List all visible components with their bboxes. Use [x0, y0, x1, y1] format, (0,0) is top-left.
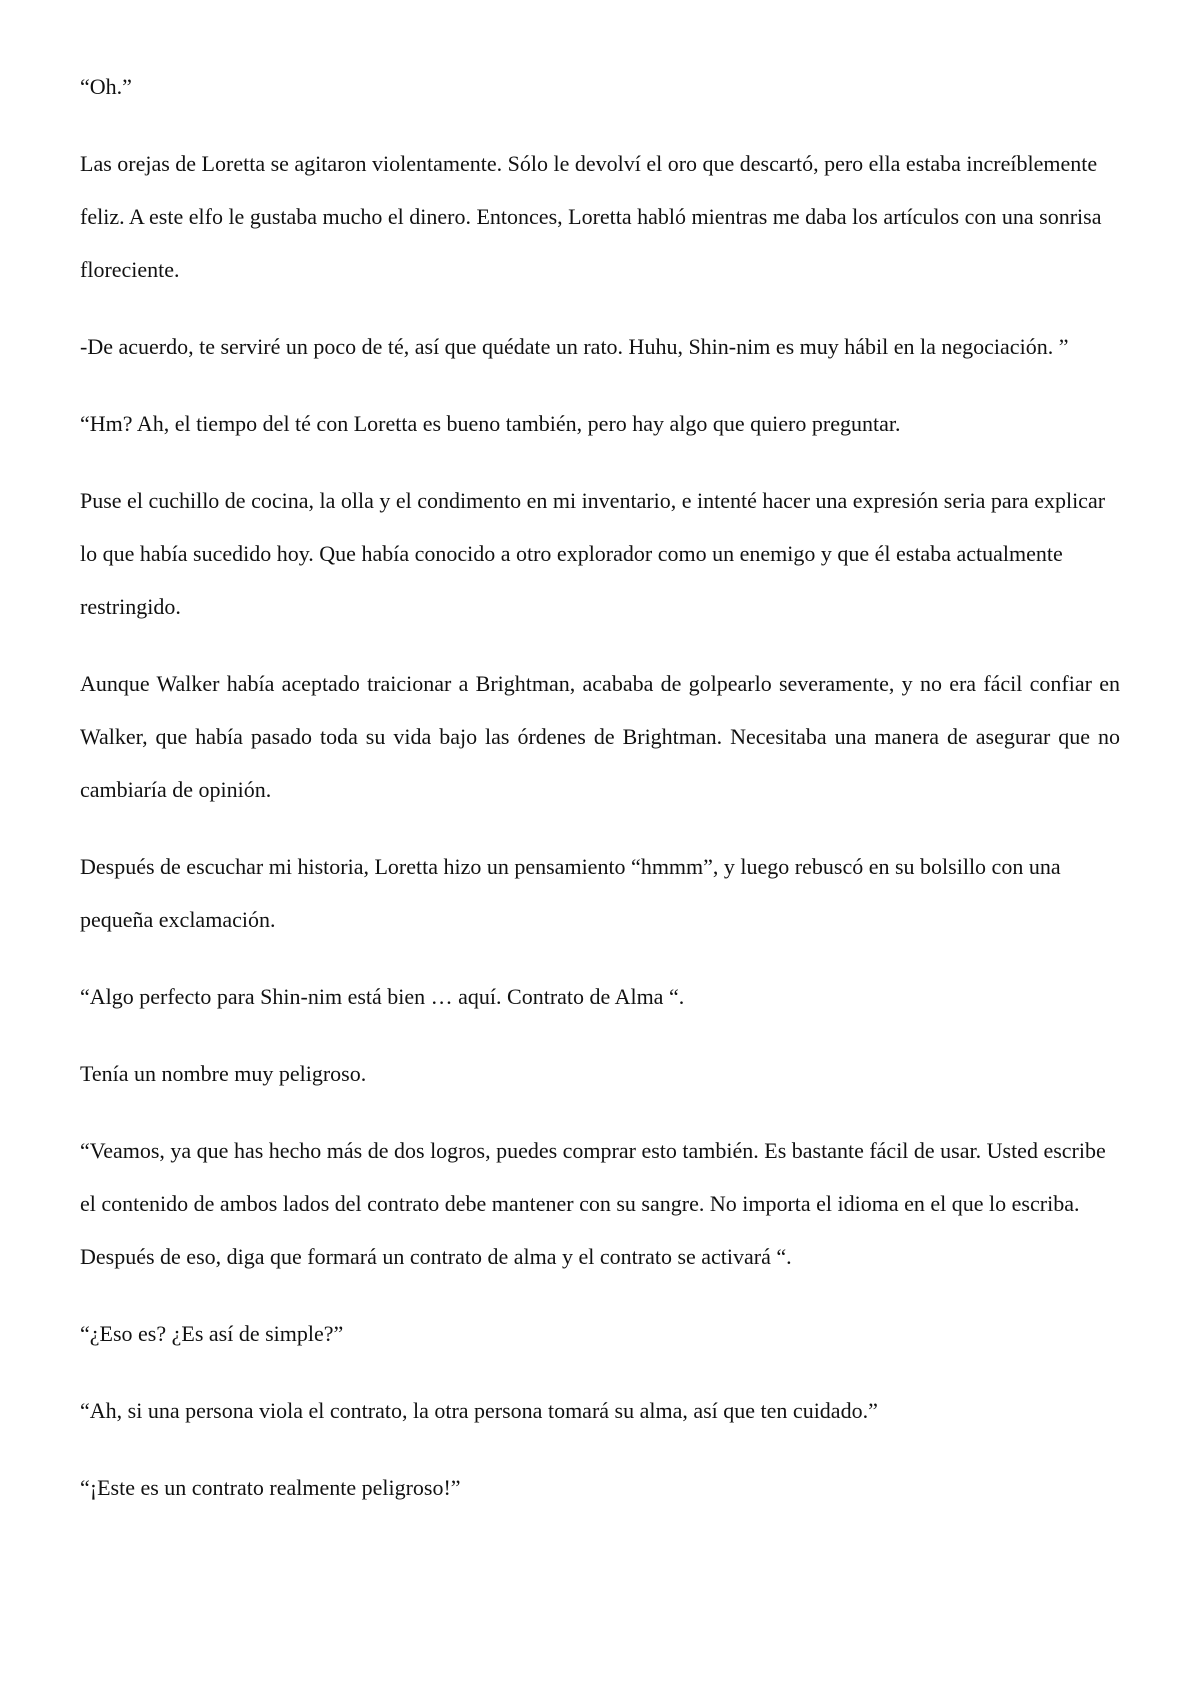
paragraph-4: “Hm? Ah, el tiempo del té con Loretta es bueno también, pero hay algo que quiero preguntar.: [80, 411, 901, 436]
paragraph-12: “Ah, si una persona viola el contrato, la otra persona tomará su alma, así que ten cuidado.”: [80, 1398, 878, 1423]
paragraph-10: “Veamos, ya que has hecho más de dos logros, puedes comprar esto también. Es bastante fácil de usar. Usted escribe el contenido de ambos lados del contrato debe mantener con su sangre. No importa el idioma en el que lo escriba. Después de eso, diga que formará un contrato de alma y el contrato se activará “.: [80, 1138, 1106, 1269]
paragraph-1: “Oh.”: [80, 74, 132, 99]
paragraph-2: Las orejas de Loretta se agitaron violentamente. Sólo le devolví el oro que descartó, pero ella estaba increíblemente feliz. A este elfo le gustaba mucho el dinero. Entonces, Loretta habló mientras me daba los artículos con una sonrisa floreciente.: [80, 151, 1102, 282]
document-page: [80, 60, 1120, 1538]
paragraph-8: “Algo perfecto para Shin-nim está bien … aquí. Contrato de Alma “.: [80, 984, 685, 1009]
paragraph-3: -De acuerdo, te serviré un poco de té, así que quédate un rato. Huhu, Shin-nim es muy hábil en la negociación. ”: [80, 334, 1069, 359]
paragraph-6: Aunque Walker había aceptado traicionar a Brightman, acababa de golpearlo severamente, y no era fácil confiar en Walker, que había pasado toda su vida bajo las órdenes de Brightman. Necesitaba una manera de asegurar que no cambiaría de opinión.: [80, 671, 1120, 802]
paragraph-11: “¿Eso es? ¿Es así de simple?”: [80, 1321, 344, 1346]
paragraph-13: “¡Este es un contrato realmente peligroso!”: [80, 1475, 461, 1500]
paragraph-7: Después de escuchar mi historia, Loretta hizo un pensamiento “hmmm”, y luego rebuscó en su bolsillo con una pequeña exclamación.: [80, 854, 1061, 932]
paragraph-5: Puse el cuchillo de cocina, la olla y el condimento en mi inventario, e intenté hacer una expresión seria para explicar lo que había sucedido hoy. Que había conocido a otro explorador como un enemigo y que él estaba actualmente restringido.: [80, 488, 1106, 619]
paragraph-9: Tenía un nombre muy peligroso.: [80, 1061, 367, 1086]
